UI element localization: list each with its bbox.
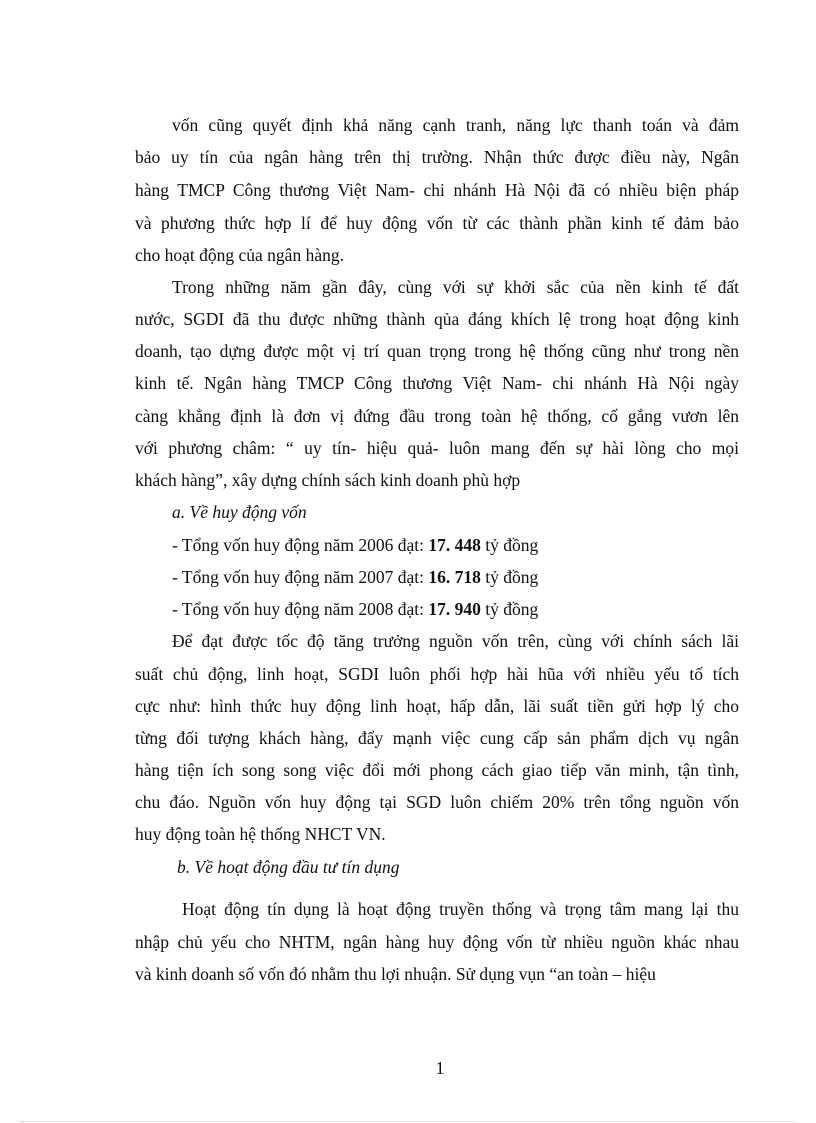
funding-item-unit: tỷ đồng <box>480 599 539 619</box>
paragraph-line: cực như: hình thức huy động linh hoạt, hấp dẫn, lãi suất tiền gửi hợp lý cho <box>135 696 739 716</box>
section-b-heading: b. Về hoạt động đầu tư tín dụng <box>177 857 400 877</box>
paragraph-line: hàng tiện ích song song việc đổi mới phong cách giao tiếp văn minh, tận tình, <box>135 760 739 780</box>
funding-item-label: - Tổng vốn huy động năm 2006 đạt: <box>172 535 429 555</box>
paragraph-line: và phương thức hợp lí để huy động vốn từ các thành phần kinh tế đảm bảo <box>135 213 739 233</box>
page-bottom-border <box>20 1121 796 1122</box>
funding-item-2008 <box>172 598 538 620</box>
paragraph-line: từng đối tượng khách hàng, đẩy mạnh việc cung cấp sản phẩm dịch vụ ngân <box>135 728 739 748</box>
paragraph-line: Để đạt được tốc độ tăng trưởng nguồn vốn trên, cùng với chính sách lãi <box>172 631 739 651</box>
funding-item-value: 17. 448 <box>428 535 481 555</box>
funding-item-value: 16. 718 <box>428 567 481 587</box>
paragraph-line: nước, SGDI đã thu được những thành qủa đáng khích lệ trong hoạt động kinh <box>135 309 739 329</box>
funding-item-label: - Tổng vốn huy động năm 2008 đạt: <box>172 599 429 619</box>
funding-item-label: - Tổng vốn huy động năm 2007 đạt: <box>172 567 429 587</box>
paragraph-line: doanh, tạo dựng được một vị trí quan trọng trong hệ thống cũng như trong nền <box>135 341 739 361</box>
paragraph-line: với phương châm: “ uy tín- hiệu quả- luôn mang đến sự hài lòng cho mọi <box>135 438 739 458</box>
funding-item-unit: tỷ đồng <box>480 567 539 587</box>
paragraph-line: huy động toàn hệ thống NHCT VN. <box>135 824 386 844</box>
funding-item-unit: tỷ đồng <box>480 535 539 555</box>
paragraph-line: khách hàng”, xây dựng chính sách kinh doanh phù hợp <box>135 470 521 490</box>
paragraph-line: nhập chủ yếu cho NHTM, ngân hàng huy động vốn từ nhiều nguồn khác nhau <box>135 932 739 952</box>
section-a-heading: a. Về huy động vốn <box>172 502 307 522</box>
paragraph-line: hàng TMCP Công thương Việt Nam- chi nhánh Hà Nội đã có nhiều biện pháp <box>135 180 739 200</box>
funding-item-2006 <box>172 534 538 556</box>
paragraph-line: càng khẳng định là đơn vị đứng đầu trong toàn hệ thống, cố gắng vươn lên <box>135 406 739 426</box>
page-number: 1 <box>435 1058 445 1078</box>
paragraph-line: Trong những năm gần đây, cùng với sự khởi sắc của nền kinh tế đất <box>172 277 739 297</box>
paragraph-line: vốn cũng quyết định khả năng cạnh tranh, năng lực thanh toán và đảm <box>172 115 739 135</box>
paragraph-line: kinh tế. Ngân hàng TMCP Công thương Việt Nam- chi nhánh Hà Nội ngày <box>135 373 739 393</box>
funding-item-2007 <box>172 566 538 588</box>
paragraph-line: bảo uy tín của ngân hàng trên thị trường. Nhận thức được điều này, Ngân <box>135 147 739 167</box>
funding-item-value: 17. 940 <box>428 599 481 619</box>
paragraph-line: và kinh doanh số vốn đó nhằm thu lợi nhuận. Sử dụng vụn “an toàn – hiệu <box>135 964 656 984</box>
paragraph-line: chu đáo. Nguồn vốn huy động tại SGD luôn chiếm 20% trên tổng nguồn vốn <box>135 792 739 812</box>
paragraph-line: cho hoạt động của ngân hàng. <box>135 245 344 265</box>
paragraph-line: suất chủ động, linh hoạt, SGDI luôn phối hợp hài hũa với nhiều yếu tố tích <box>135 664 739 684</box>
paragraph-line: Hoạt động tín dụng là hoạt động truyền thống và trọng tâm mang lại thu <box>182 899 739 919</box>
